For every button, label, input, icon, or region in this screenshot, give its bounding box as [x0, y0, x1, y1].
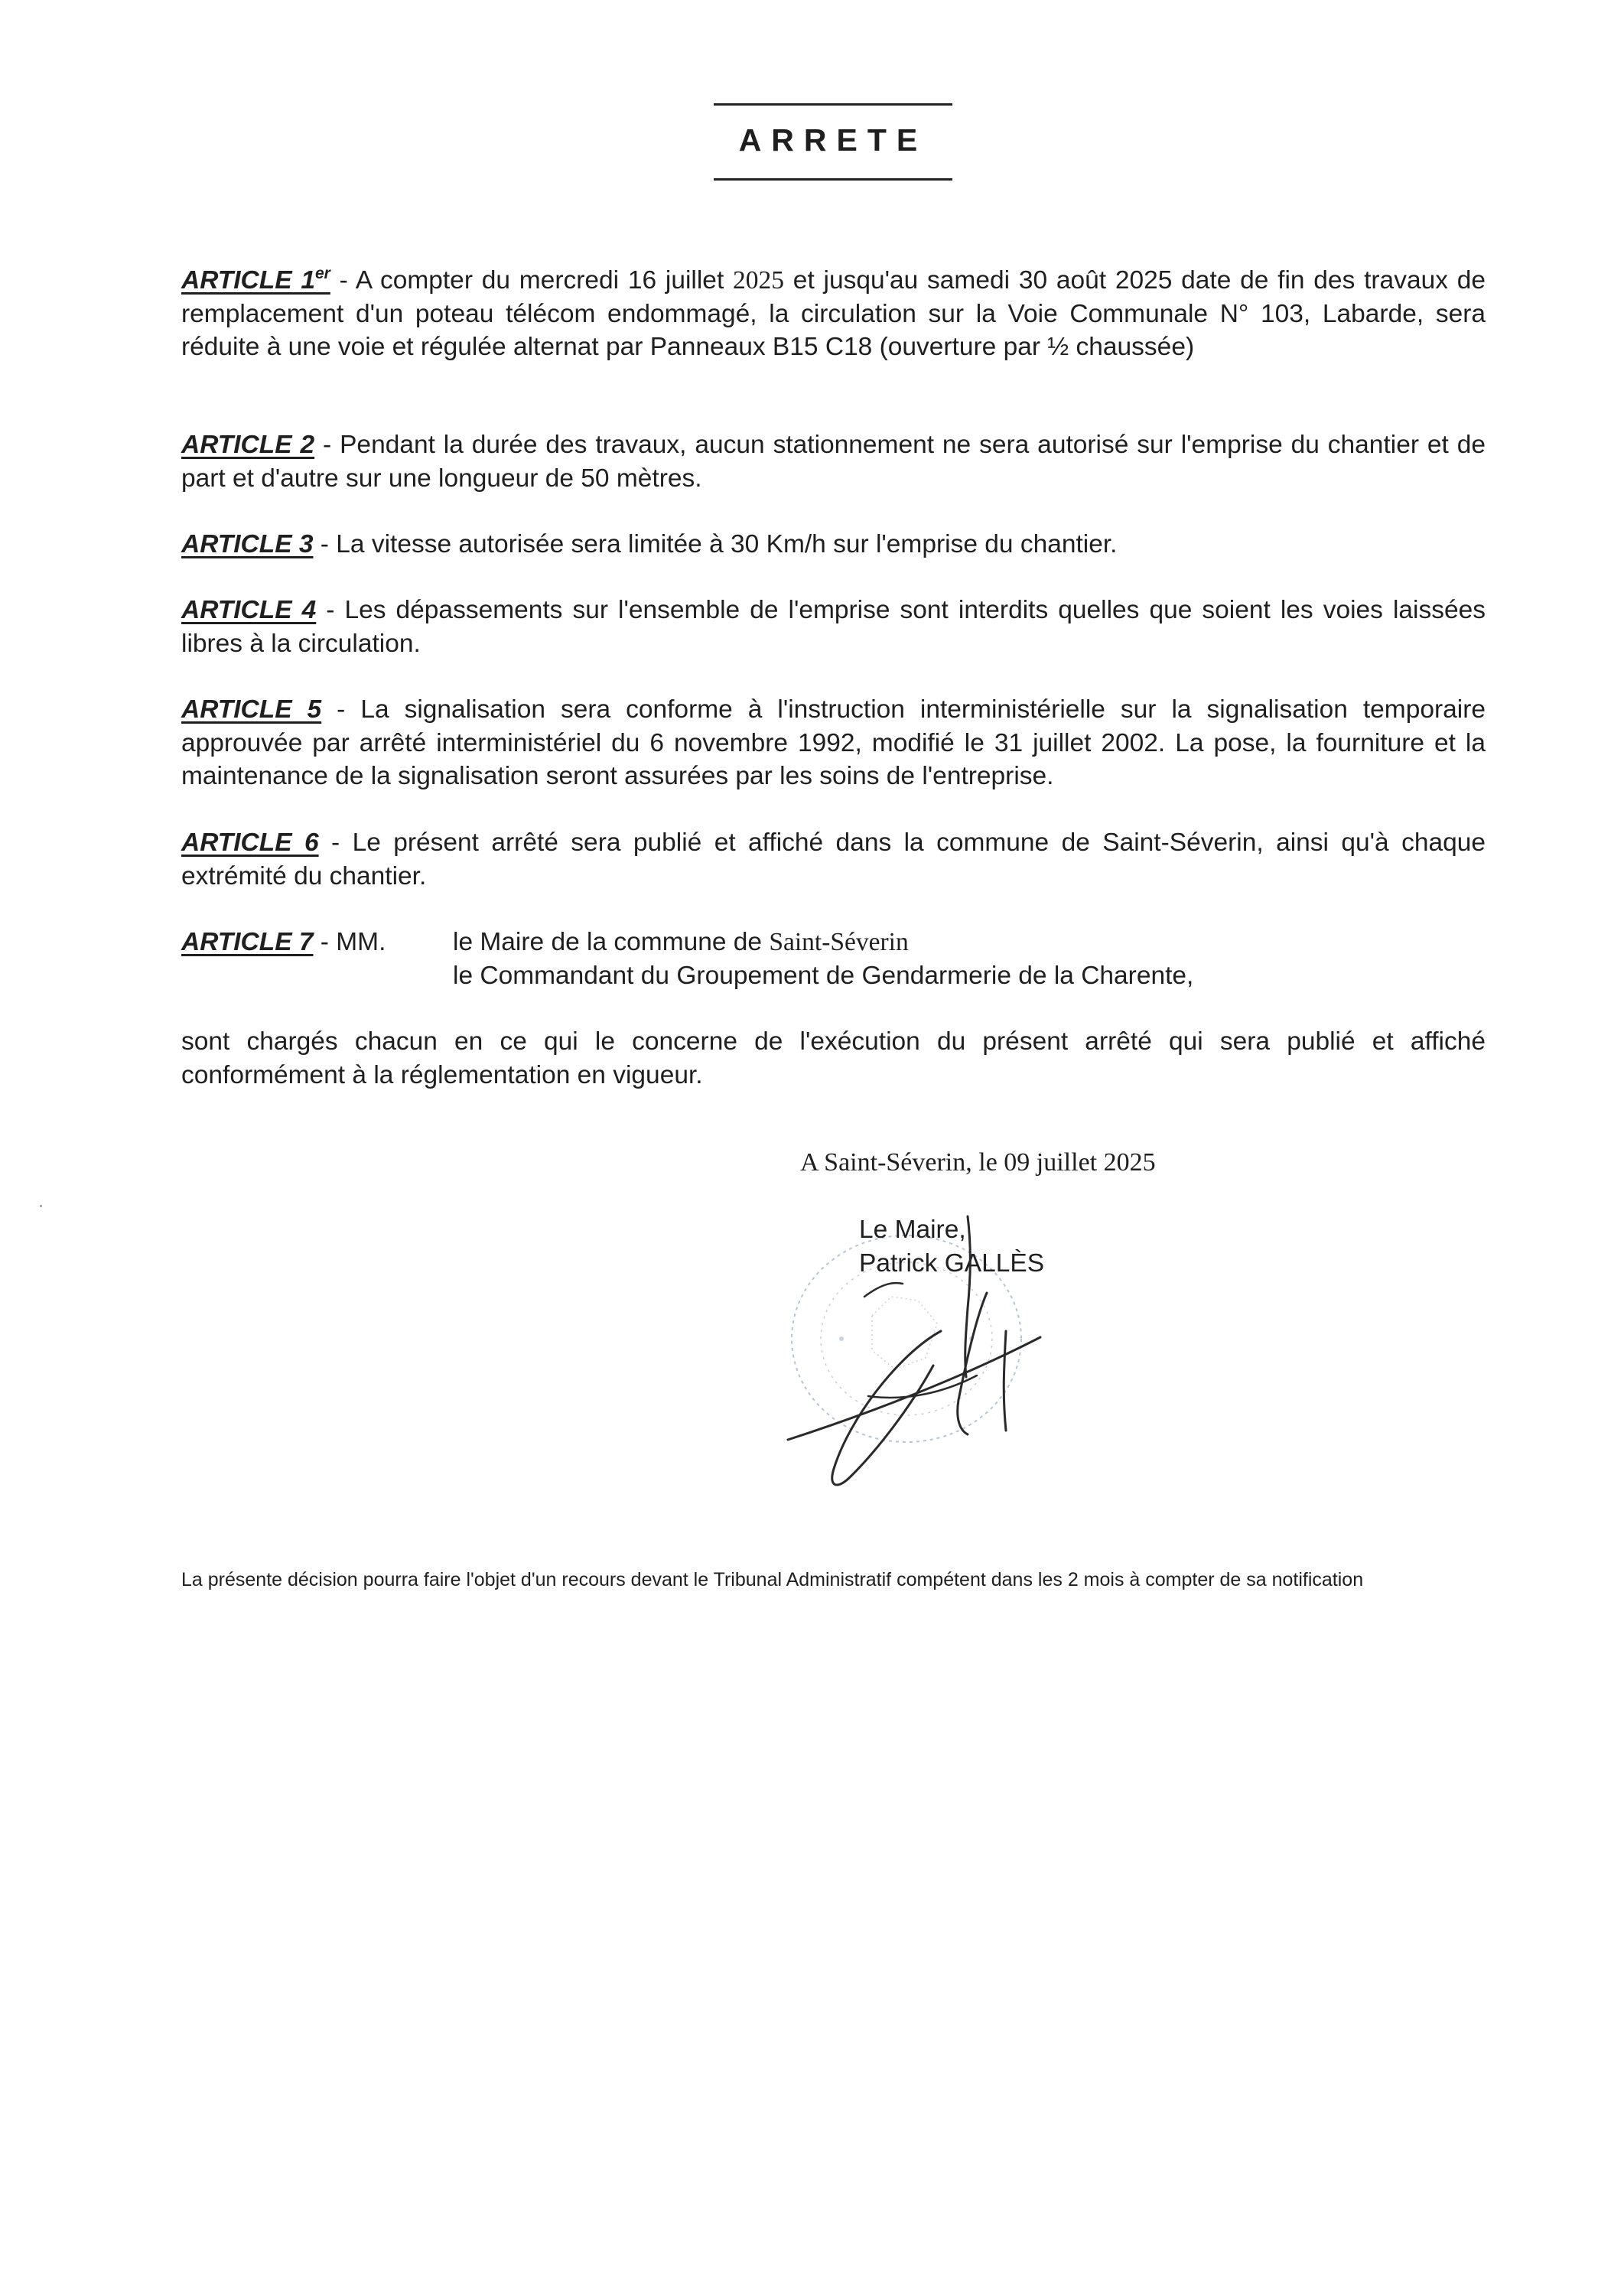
article-7-addressee-gendarmerie: le Commandant du Groupement de Gendarmerie de la Charente, — [453, 962, 1194, 990]
handwritten-signature — [776, 1201, 1059, 1507]
article-3-text: - La vitesse autorisée sera limitée à 30 Km/h sur l'emprise du chantier. — [313, 530, 1118, 558]
article-1-label: ARTICLE 1er — [181, 265, 330, 295]
article-4-label: ARTICLE 4 — [181, 596, 317, 624]
article-6-label: ARTICLE 6 — [181, 828, 319, 857]
article-1 — [181, 264, 1486, 364]
article-7-addressee-mayor — [453, 926, 909, 959]
title-rule-top — [714, 103, 952, 106]
article-5-text: - La signalisation sera conforme à l'instruction interministérielle sur la signalisation temporaire approuvée par arrêté interministériel du 6 novembre 1992, modifié le 31 juillet 2002. La pose, la fourniture et la maintenance de la signalisation seront assurées par les soins de l'entreprise. — [181, 695, 1486, 790]
article-5 — [181, 693, 1486, 793]
article-3-label: ARTICLE 3 — [181, 530, 314, 558]
document-title: ARRETE — [738, 122, 928, 158]
footer-legal-note: La présente décision pourra faire l'objet d'un recours devant le Tribunal Administratif compétent dans les 2 mois à compter de sa notification — [181, 1569, 1364, 1590]
article-2-text: - Pendant la durée des travaux, aucun stationnement ne sera autorisé sur l'emprise du chantier et de part et d'autre sur une longueur de 50 mètres. — [181, 431, 1486, 493]
article-1-text-a: - A compter du mercredi 16 juillet — [330, 266, 734, 295]
article-2-label: ARTICLE 2 — [181, 431, 315, 459]
addressee-mayor-prefix: le Maire de la commune de — [453, 928, 770, 956]
place-and-date: A Saint-Séverin, le 09 juillet 2025 — [800, 1148, 1156, 1177]
article-1-text-b: et jusqu'au samedi 30 août 2025 date de fin des travaux de remplacement d'un poteau télécom endommagé, la circulation sur la Voie Communale N° 103, Labarde, sera réduite à une voie et régulée alternat par Panneaux B15 C18 (ouverture par ½ chaussée) — [181, 266, 1486, 361]
scan-speck — [40, 1205, 42, 1207]
addressee-mayor-place: Saint-Séverin — [769, 928, 909, 956]
article-1-year: 2025 — [733, 266, 785, 295]
article-4-text: - Les dépassements sur l'ensemble de l'emprise sont interdits quelles que soient les voies laissées libres à la circulation. — [181, 596, 1486, 658]
signer-title: Le Maire, — [859, 1216, 966, 1244]
signer-name: Patrick GALLÈS — [859, 1249, 1045, 1278]
article-7-label: ARTICLE 7 — [181, 928, 314, 956]
article-5-label: ARTICLE 5 — [181, 695, 322, 724]
title-rule-bottom — [714, 178, 952, 181]
closing-paragraph: sont chargés chacun en ce qui le concerne de l'exécution du présent arrêté qui sera publié et affiché conformément à la réglementation en vigueur. — [181, 1027, 1486, 1089]
article-6 — [181, 826, 1486, 893]
article-7-text: - MM. — [313, 928, 386, 956]
article-7 — [181, 926, 386, 959]
article-4 — [181, 594, 1486, 660]
article-3 — [181, 528, 1486, 562]
article-2 — [181, 428, 1486, 495]
article-6-text: - Le présent arrêté sera publié et affiché dans la commune de Saint-Séverin, ainsi qu'à chaque extrémité du chantier. — [181, 828, 1486, 890]
